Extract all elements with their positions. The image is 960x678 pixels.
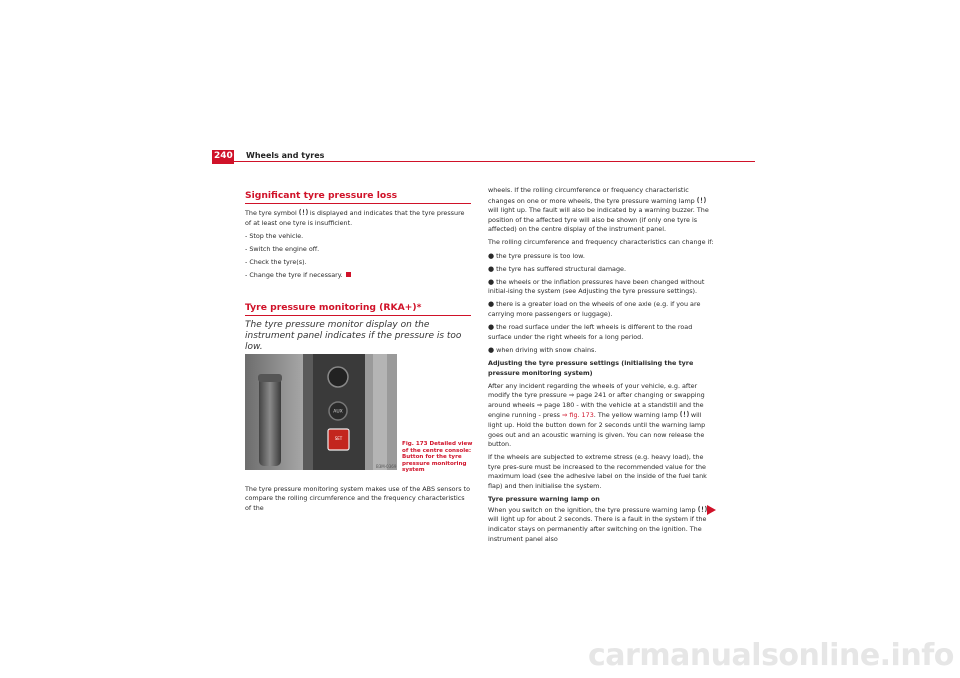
section-title: Wheels and tyres (246, 151, 325, 160)
bullet-icon: ● (488, 251, 495, 260)
heading-rule (245, 203, 471, 204)
paragraph (245, 208, 471, 228)
heading-rule (245, 315, 471, 316)
bullet-item (488, 252, 714, 262)
bullet-item (488, 265, 714, 275)
figure-link[interactable]: ⇒ fig. 173 (562, 411, 594, 420)
centre-console-photo (245, 354, 397, 470)
text: the tyre has suffered structural damage. (496, 264, 626, 273)
body-paragraph: The tyre pressure monitoring system makes use of the ABS sensors to compare the rolling circumference and the frequency characteristics of the (245, 484, 470, 512)
step-2: - Switch the engine off. (245, 244, 320, 253)
header-rule (212, 161, 755, 162)
paragraph (488, 186, 714, 235)
bullet-item (488, 278, 714, 297)
right-column (488, 186, 714, 548)
section-end-mark (346, 272, 351, 277)
text: there is a greater load on the wheels of one axle (e.g. if you are carrying more passengers or luggage). (488, 300, 701, 319)
figure-caption: Fig. 173 Detailed view of the centre console: Button for the tyre pressure monitoring system (402, 441, 473, 473)
tyre-warning-icon (697, 196, 706, 204)
tyre-warning-icon (680, 410, 689, 418)
tyre-warning-icon (698, 505, 707, 513)
bullet-icon: ● (488, 264, 495, 273)
paragraph (488, 382, 714, 450)
bullet-item (488, 323, 714, 342)
step-3: - Check the tyre(s). (245, 257, 307, 266)
paragraph: If the wheels are subjected to extreme stress (e.g. heavy load), the tyre pres-sure must be increased to the recommended value for the maximum load (see the adhesive label on the inside of the fuel tank flap) and then initialise the system. (488, 453, 707, 491)
bullet-icon: ● (488, 277, 495, 286)
bullet-item (488, 346, 714, 356)
heading-tyre-pressure-monitoring: Tyre pressure monitoring (RKA+)* (245, 302, 422, 314)
aux-button-label: AUX (333, 409, 343, 415)
bullet-icon: ● (488, 345, 495, 354)
text: when driving with snow chains. (496, 345, 597, 354)
text: the road surface under the left wheels is different to the road surface under the right wheels for a long period. (488, 323, 693, 341)
intro-text: The tyre pressure monitor display on the instrument panel indicates if the pressure is too low. (245, 320, 462, 353)
text: the tyre pressure is too low. (496, 251, 585, 260)
paragraph: The rolling circumference and frequency characteristics can change if: (488, 238, 714, 247)
figure-code: B3M-0369 (376, 464, 397, 469)
bullet-icon: ● (488, 323, 495, 332)
paragraph (488, 505, 714, 544)
next-page-arrow-icon[interactable] (707, 505, 716, 515)
text: will light up. Hold the button down for 2 seconds until the warning lamp goes out and an acoustic warning is given. You can now release the button. (488, 411, 706, 449)
text: . The yellow warning lamp (593, 411, 678, 420)
bullet-item (488, 300, 714, 319)
text: wheels. If the rolling circumference or frequency characteristic changes on one or more wheels, the tyre pressure warning lamp (488, 186, 695, 205)
text: the wheels or the inflation pressures have been changed without initial-ising the system (see Adjusting the tyre pressure settings). (488, 277, 705, 296)
text: is displayed and indicates that the tyre pressure of at least one tyre is insufficient. (245, 209, 465, 227)
subheading-adjusting: Adjusting the tyre pressure settings (initialising the tyre pressure monitoring system) (488, 358, 694, 377)
text: When you switch on the ignition, the tyre pressure warning lamp (488, 505, 696, 514)
page-number: 240 (214, 151, 233, 161)
text: will light up for about 2 seconds. There is a fault in the system if the indicator stays on permanently after switching on the ignition. The instrument panel also (488, 515, 707, 543)
step-4 (245, 271, 471, 281)
set-button-label: SET (334, 436, 343, 441)
text: The tyre symbol (245, 209, 297, 217)
text: - Change the tyre if necessary. (245, 270, 343, 279)
bullet-icon: ● (488, 300, 495, 309)
text: will light up. The fault will also be indicated by a warning buzzer. The position of the affected tyre will also be shown (if only one tyre is affected) on the centre display of the instrument panel. (488, 206, 709, 234)
subheading-warning-lamp: Tyre pressure warning lamp on (488, 495, 600, 504)
watermark: carmanualsonline.info (588, 638, 954, 673)
heading-tyre-pressure-loss: Significant tyre pressure loss (245, 190, 398, 201)
tyre-warning-icon (299, 208, 308, 216)
text: After any incident regarding the wheels of your vehicle, e.g. after modify the tyre pressure ⇒ page 241 or after changing or swapping around wheels ⇒ page 180 - with the vehicle at a standstill and the engine running - press (488, 381, 705, 420)
step-1: - Stop the vehicle. (245, 231, 304, 240)
